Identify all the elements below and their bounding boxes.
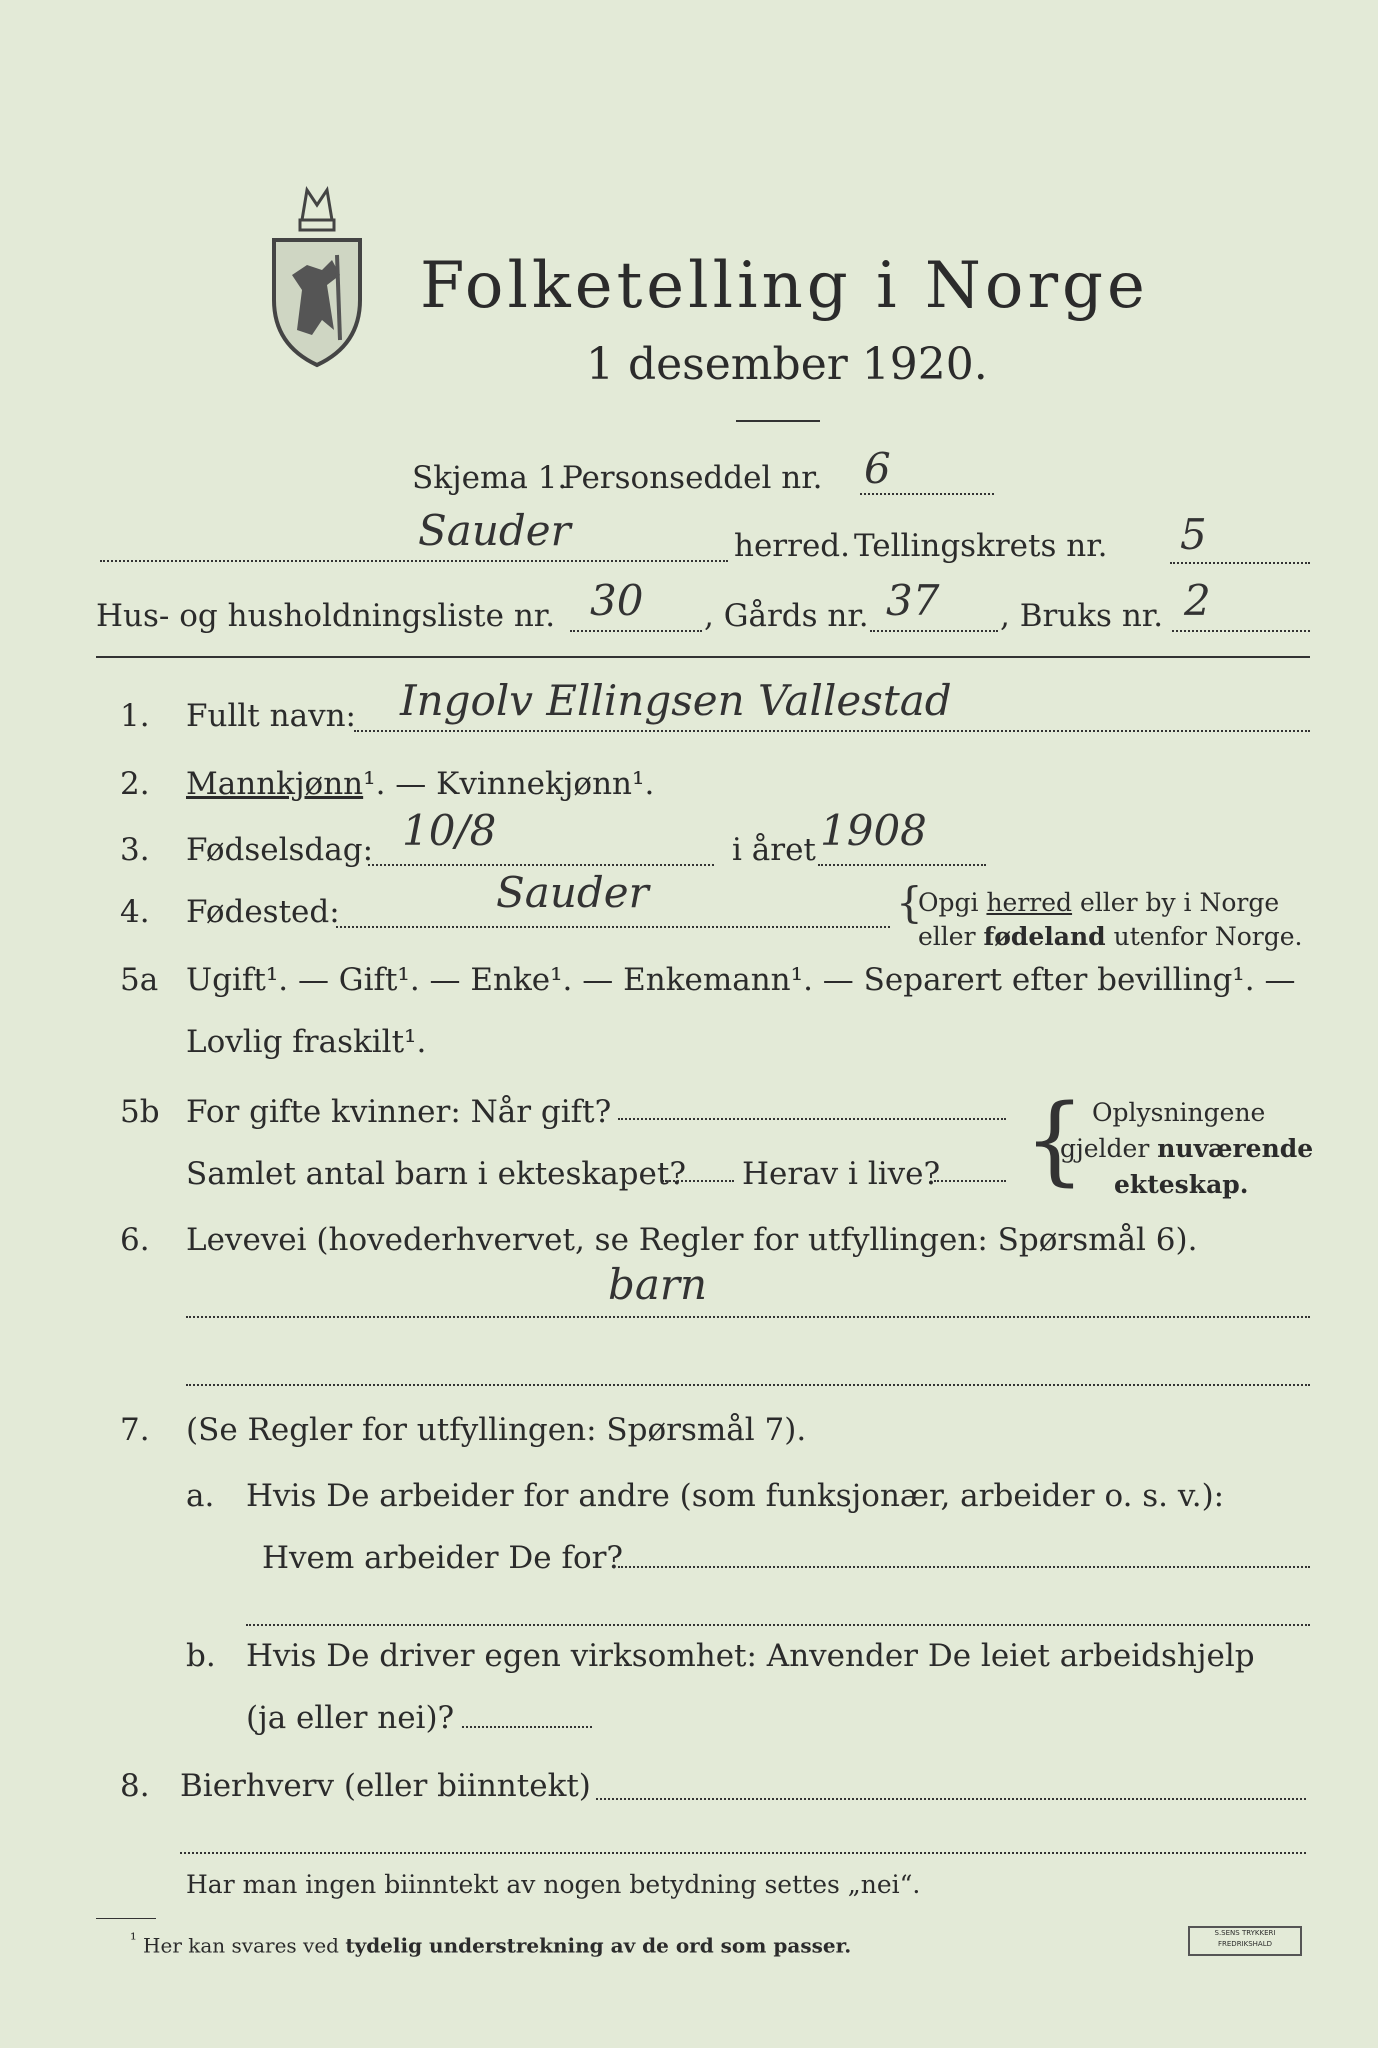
q7-number: 7.: [120, 1412, 150, 1448]
birthdate-value[interactable]: 10/8: [402, 806, 497, 855]
year-label: i året: [732, 832, 816, 868]
gender-options: Mannkjønn¹. — Kvinnekjønn¹.: [186, 766, 655, 802]
married-when-label: For gifte kvinner: Når gift?: [186, 1094, 612, 1130]
q8-number: 8.: [120, 1768, 150, 1804]
tellingskrets-label: Tellingskrets nr.: [854, 528, 1108, 564]
marriage-note-1: Oplysningene: [1092, 1098, 1266, 1127]
q5b-number: 5b: [120, 1094, 160, 1130]
q3-label: Fødselsdag:: [186, 832, 374, 868]
q7a-question: Hvem arbeider De for?: [262, 1540, 624, 1576]
q7b-letter: b.: [186, 1638, 216, 1674]
marital-status-options[interactable]: Ugift¹. — Gift¹. — Enke¹. — Enkemann¹. — Separert efter bevilling¹. —: [186, 962, 1296, 998]
birthplace-note-2: eller fødeland utenfor Norge.: [918, 922, 1303, 951]
q6-number: 6.: [120, 1222, 150, 1258]
q1-label: Fullt navn:: [186, 698, 356, 734]
q7-label: (Se Regler for utfyllingen: Spørsmål 7).: [186, 1412, 807, 1448]
bruks-value[interactable]: 2: [1184, 576, 1211, 625]
husliste-label: Hus- og husholdningsliste nr.: [96, 598, 556, 634]
q4-label: Fødested:: [186, 894, 340, 930]
no-income-note: Har man ingen biinntekt av nogen betydning settes „nei“.: [186, 1870, 921, 1899]
full-name-value[interactable]: Ingolv Ellingsen Vallestad: [400, 676, 952, 725]
footnote: $^{^1}$ Her kan svares ved tydelig understrekning av de ord som passer.: [130, 1930, 852, 1958]
children-alive-label: Herav i live?: [742, 1156, 941, 1192]
gender-male-option[interactable]: Mannkjønn: [186, 766, 364, 802]
birth-year-value[interactable]: 1908: [820, 806, 927, 855]
personseddel-label: Personseddel nr.: [562, 460, 823, 496]
q3-number: 3.: [120, 832, 150, 868]
header-rule: [96, 656, 1310, 658]
skjema-label: Skjema 1.: [412, 460, 568, 496]
title-divider: [736, 420, 820, 422]
birthplace-note-1: Opgi herred eller by i Norge: [918, 888, 1280, 917]
q7b-text: Hvis De driver egen virksomhet: Anvender De leiet arbeidshjelp: [246, 1638, 1255, 1674]
census-date: 1 desember 1920.: [586, 339, 988, 390]
q5a-number: 5a: [120, 962, 159, 998]
tellingskrets-value[interactable]: 5: [1180, 510, 1207, 559]
printer-stamp: S.SENS TRYKKERI FREDRIKSHALD: [1188, 1926, 1302, 1956]
marriage-note-3: ekteskap.: [1114, 1170, 1249, 1199]
q4-number: 4.: [120, 894, 150, 930]
husliste-value[interactable]: 30: [590, 576, 644, 625]
personseddel-value[interactable]: 6: [864, 444, 891, 493]
children-count-label: Samlet antal barn i ekteskapet?: [186, 1156, 686, 1192]
birthplace-value[interactable]: Sauder: [496, 868, 649, 917]
bruks-label: , Bruks nr.: [1000, 598, 1164, 634]
page-title: Folketelling i Norge: [420, 249, 1149, 323]
herred-value[interactable]: Sauder: [418, 506, 571, 555]
herred-label: herred.: [734, 528, 850, 564]
gender-female-option[interactable]: Kvinnekjønn: [436, 766, 633, 802]
q7b-question: (ja eller nei)?: [246, 1700, 455, 1736]
census-form-sheet: Folketelling i Norge 1 desember 1920. Skjema 1. Personseddel nr. 6 Sauder herred. Tellingskrets nr. 5 Hus- og husholdningsliste nr. 30 , Gårds nr. 37 , Bruks nr. 2 1. Fullt navn: Ingolv Ellingsen Vallestad 2. Mannkjønn¹. — Kvinnekjønn¹. 3. Fødselsdag: 10/8 i året 1908 4. Fødested: Sauder { Opgi herred eller by i Norge eller fødeland utenfor Norge. 5a Ugift¹. — Gift¹. — Enke¹. — Enkemann¹. — Separert efter bevilling¹. — Lovlig fraskilt¹. 5b For gifte kvinner: Når gift? Samlet antal barn i ekteskapet? Herav i live? { Oplysningene gjelder nuværende ekteskap. 6. Levevei (hovederhvervet, se Regler for utfyllingen: Spørsmål 6). barn 7. (Se Regler for utfyllingen: Spørsmål 7). a. Hvis De arbeider for andre (som funksjonær, arbeider o. s. v.): Hvem arbeider De for? b. Hvis De driver egen virksomhet: Anvender De leiet arbeidshjelp (ja eller nei)? 8. Bierhverv (eller biinntekt) Har man ingen biinntekt av nogen betydning settes „nei“. $^{^1}$ Her kan svares ved tydelig understrekning av de ord som passer. S.SENS TRYKKERI FREDRIKSHALD: [0, 0, 1378, 2048]
occupation-value[interactable]: barn: [608, 1260, 708, 1309]
q7a-text: Hvis De arbeider for andre (som funksjonær, arbeider o. s. v.):: [246, 1478, 1225, 1514]
q6-label: Levevei (hovederhvervet, se Regler for utfyllingen: Spørsmål 6).: [186, 1222, 1198, 1258]
marital-status-divorced[interactable]: Lovlig fraskilt¹.: [186, 1024, 427, 1060]
q8-label: Bierhverv (eller biinntekt): [180, 1768, 591, 1804]
gards-value[interactable]: 37: [886, 576, 940, 625]
norway-coat-of-arms-icon: [262, 180, 372, 370]
q1-number: 1.: [120, 698, 150, 734]
q7a-letter: a.: [186, 1478, 215, 1514]
marriage-note-2: gjelder nuværende: [1060, 1134, 1314, 1163]
q2-number: 2.: [120, 766, 150, 802]
gards-label: , Gårds nr.: [704, 598, 869, 634]
